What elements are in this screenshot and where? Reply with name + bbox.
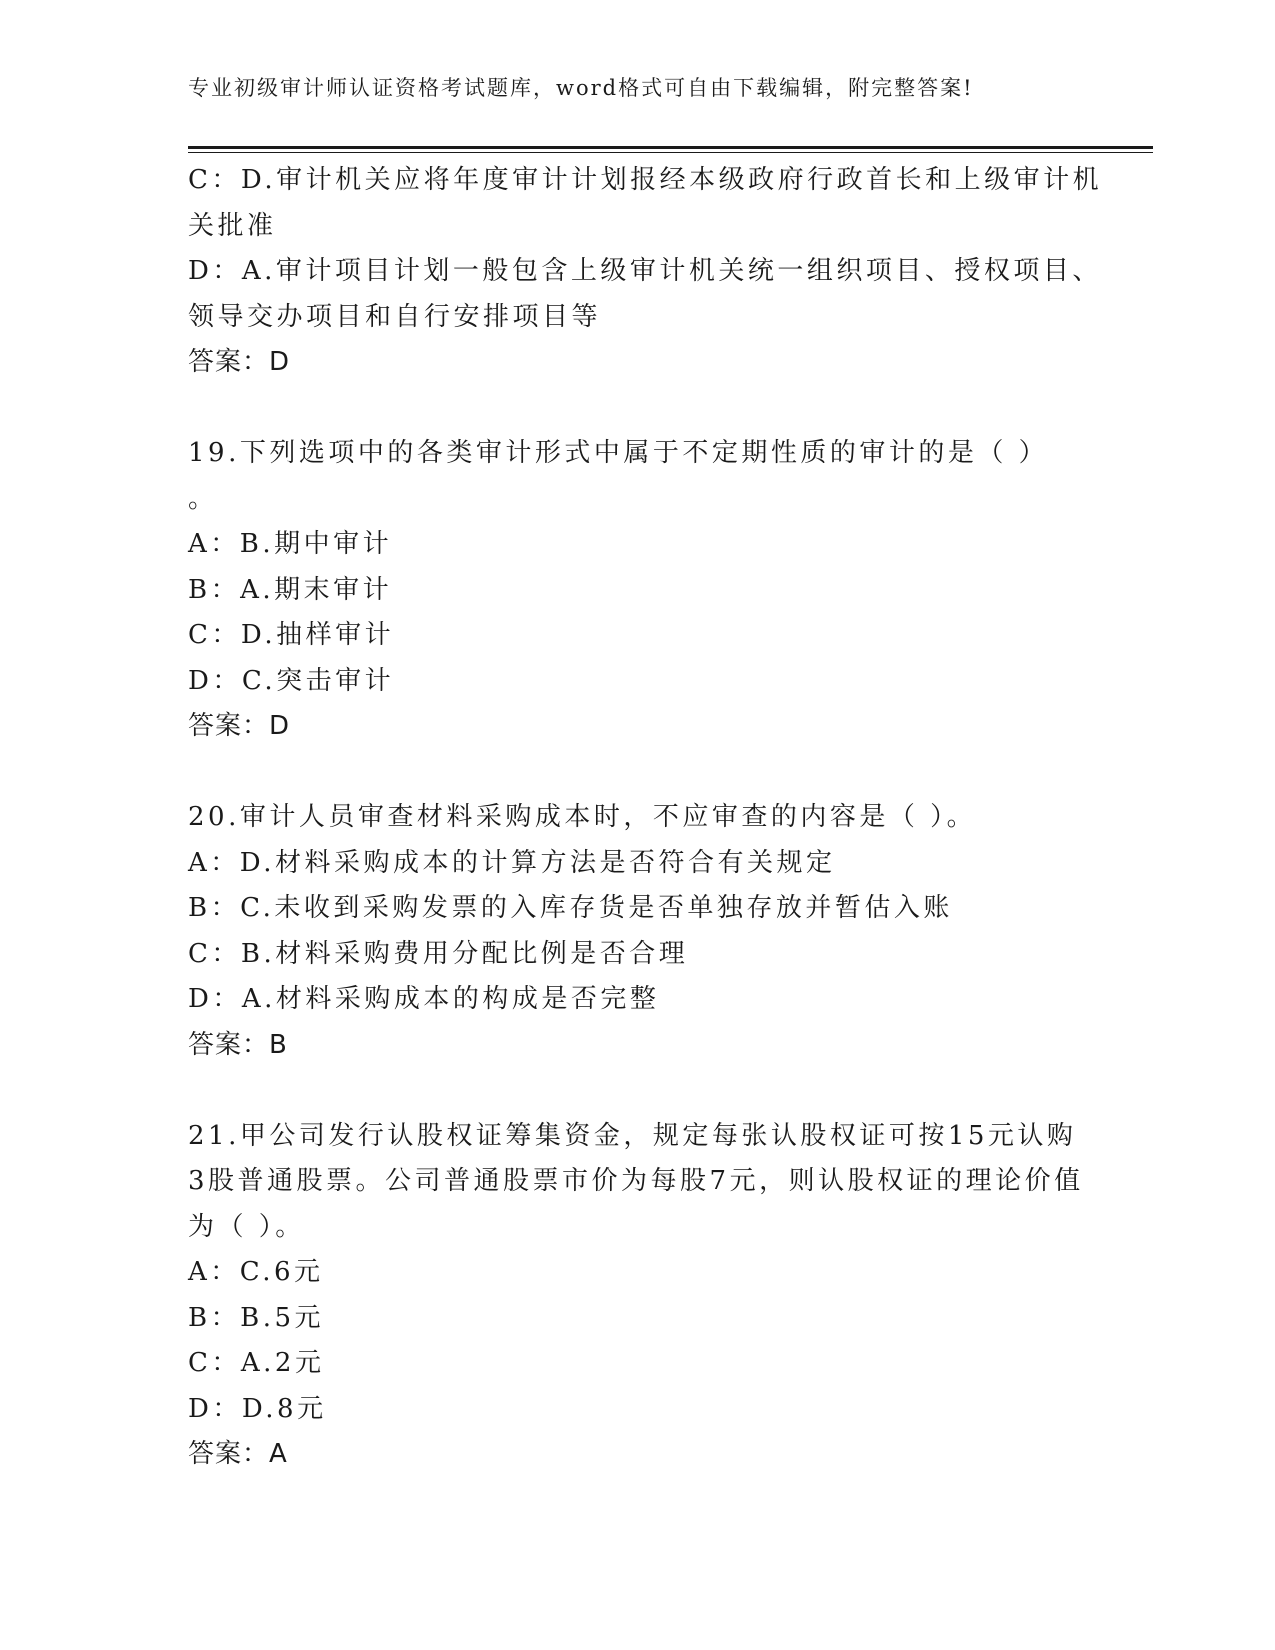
- block-spacer: [188, 750, 1088, 796]
- block-spacer: [188, 1068, 1088, 1114]
- option-line: B：B.5元: [188, 1302, 325, 1333]
- block-spacer: [188, 386, 1088, 432]
- answer-line: 答案：A: [188, 1439, 288, 1469]
- page-header: 专业初级审计师认证资格考试题库，word格式可自由下载编辑，附完整答案!: [188, 76, 974, 100]
- option-line: B：A.期末审计: [188, 574, 393, 605]
- header-rule-thick: [188, 146, 1153, 149]
- option-line: A：B.期中审计: [188, 529, 393, 559]
- question-stem: 。: [188, 483, 218, 514]
- option-line: D：C.突击审计: [188, 665, 395, 696]
- option-line: C：D.抽样审计: [188, 620, 395, 650]
- option-line: D：A.材料采购成本的构成是否完整: [188, 984, 660, 1014]
- question-block-18: [188, 158, 1103, 386]
- option-line: C：A.2元: [188, 1348, 325, 1378]
- option-line: A：C.6元: [188, 1257, 324, 1287]
- question-stem: 21.甲公司发行认股权证筹集资金，规定每张认股权证可按15元认购: [188, 1120, 1077, 1151]
- answer-line: 答案：B: [188, 1029, 288, 1060]
- answer-line: 答案：D: [188, 347, 291, 377]
- question-stem: 19.下列选项中的各类审计形式中属于不定期性质的审计的是（ ）: [188, 438, 1049, 468]
- option-line: C：B.材料采购费用分配比例是否合理: [188, 938, 689, 969]
- option-line: D：D.8元: [188, 1393, 327, 1424]
- question-stem: 20.审计人员审查材料采购成本时，不应审查的内容是（ ）。: [188, 802, 977, 832]
- question-block-19: [188, 431, 1088, 750]
- question-block-20: [188, 795, 1088, 1068]
- option-line: 关批准: [188, 210, 277, 241]
- option-line: D：A.审计项目计划一般包含上级审计机关统一组织项目、授权项目、: [188, 256, 1102, 286]
- question-block-21: [188, 1114, 1088, 1478]
- question-stem: 3股普通股票。公司普通股票市价为每股7元，则认股权证的理论价值: [188, 1166, 1084, 1196]
- answer-line: 答案：D: [188, 711, 291, 741]
- header-rule-thin: [188, 152, 1153, 153]
- question-content: [188, 158, 1103, 1478]
- option-line: C：D.审计机关应将年度审计计划报经本级政府行政首长和上级审计机: [188, 165, 1103, 195]
- option-line: A：D.材料采购成本的计算方法是否符合有关规定: [188, 847, 836, 878]
- option-line: 领导交办项目和自行安排项目等: [188, 301, 602, 332]
- option-line: B：C.未收到采购发票的入库存货是否单独存放并暂估入账: [188, 893, 953, 923]
- question-stem: 为（ ）。: [188, 1211, 305, 1242]
